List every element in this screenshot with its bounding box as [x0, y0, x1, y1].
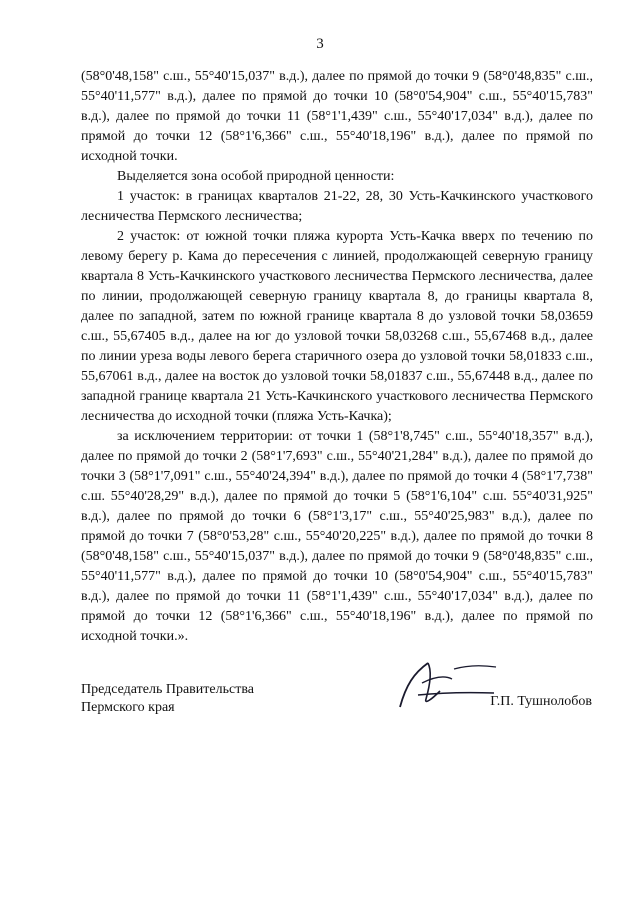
paragraph-coordinates-continued: (58°0'48,158" с.ш., 55°40'15,037" в.д.), далее по прямой до точки 9 (58°0'48,835" с.ш., 55°40'11,577" в.д.), далее по прямой до точки 10 (58°0'54,904" с.ш., 55°40'15,783" в.д.), далее по прямой до точки 11 (58°1'1,439" с.ш., 55°40'17,034" в.д.), далее по прямой до точки 12 (58°1'6,366" с.ш., 55°40'18,196" в.д.), далее по прямой по исходной точки. — [81, 69, 593, 164]
paragraph-section-1: 1 участок: в границах кварталов 21-22, 28, 30 Усть-Качкинского участкового лесничества Пермского лесничества; — [81, 189, 593, 224]
signatory-title-line-1: Председатель Правительства — [81, 682, 254, 697]
signatory-name: Г.П. Тушнолобов — [490, 694, 592, 709]
handwritten-signature — [392, 655, 502, 717]
page-number: 3 — [316, 36, 324, 52]
signatory-title-line-2: Пермского края — [81, 700, 175, 715]
document-body — [81, 67, 593, 647]
paragraph-zone-heading: Выделяется зона особой природной ценности: — [117, 169, 395, 184]
paragraph-exclusion: за исключением территории: от точки 1 (58°1'8,745" с.ш., 55°40'18,357" в.д.), далее по прямой до точки 2 (58°1'7,693" с.ш., 55°40'21,284" в.д.), далее по прямой до точки 3 (58°1'7,091" с.ш., 55°40'24,394" в.д.), далее по прямой до точки 4 (58°1'7,738" с.ш. 55°40'28,29" в.д.), далее по прямой до точки 5 (58°1'6,104" с.ш. 55°40'31,925" в.д.), далее по прямой до точки 6 (58°1'3,17" с.ш., 55°40'25,983" в.д.), далее по прямой до точки 7 (58°0'53,28" с.ш., 55°40'20,225" в.д.), далее по прямой до точки 8 (58°0'48,158" с.ш., 55°40'15,037" в.д.), далее по прямой до точки 9 (58°0'48,835" с.ш., 55°40'11,577" в.д.), далее по прямой до точки 10 (58°0'54,904" с.ш., 55°40'15,783" в.д.), далее по прямой до точки 11 (58°1'1,439" с.ш., 55°40'17,034" в.д.), далее по прямой до точки 12 (58°1'6,366" с.ш., 55°40'18,196" в.д.), далее по прямой по исходной точки.». — [81, 429, 593, 644]
paragraph-section-2: 2 участок: от южной точки пляжа курорта Усть-Качка вверх по течению по левому берегу р. Кама до пересечения с линией, продолжающей северную границу квартала 8 Усть-Качкинского участкового лесничества Пермского лесничества, далее по линии, продолжающей северную границу квартала 8, до границы квартала 8, далее по западной, затем по южной границе квартала 8 до узловой точки 58,03659 с.ш., 55,67405 в.д., далее на юг до узловой точки 58,03268 с.ш., 55,67468 в.д., далее по линии уреза воды левого берега старичного озера до узловой точки 58,01833 с.ш., 55,67061 в.д., далее на восток до узловой точки 58,01837 с.ш., 55,67448 в.д., далее по западной границе квартала 21 Усть-Качкинского участкового лесничества Пермского лесничества до исходной точки (пляжа Усть-Качка); — [81, 229, 593, 424]
signatory-title — [81, 681, 254, 717]
